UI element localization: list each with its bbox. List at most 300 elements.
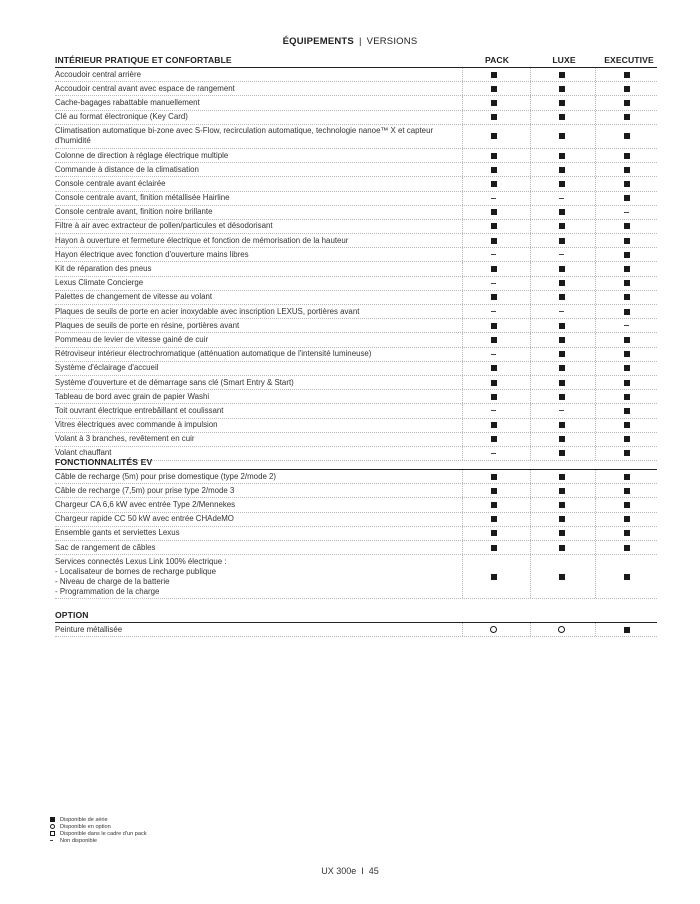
not-available-dash-icon (624, 325, 629, 326)
standard-square-icon (491, 530, 497, 536)
legend-symbol (50, 831, 58, 836)
equipment-row (55, 149, 657, 163)
cell-luxe (530, 234, 592, 247)
legend-text: Disponible dans le cadre d'un pack (60, 830, 147, 837)
cell-luxe (530, 390, 592, 403)
standard-square-icon (624, 394, 630, 400)
cell-executive (595, 206, 657, 219)
cell-pack (462, 333, 524, 346)
equipment-row (55, 623, 657, 637)
standard-square-icon (559, 114, 565, 120)
footer-model: UX 300e (321, 866, 357, 876)
cell-executive (595, 348, 657, 361)
cell-luxe (530, 291, 592, 304)
legend-symbol (50, 824, 58, 829)
cell-executive (595, 376, 657, 389)
equipment-label: Ensemble gants et serviettes Lexus (55, 528, 180, 538)
standard-square-icon (559, 209, 565, 215)
cell-luxe (530, 206, 592, 219)
page-footer (0, 866, 700, 876)
equipment-label: Palettes de changement de vitesse au volant (55, 292, 213, 302)
equipment-row (55, 348, 657, 362)
cell-luxe (530, 111, 592, 124)
standard-square-icon (491, 502, 497, 508)
standard-square-icon (559, 530, 565, 536)
standard-square-icon (491, 114, 497, 120)
equipment-row (55, 433, 657, 447)
equipment-row (55, 291, 657, 305)
section-ev (55, 456, 657, 599)
standard-square-icon (624, 309, 630, 315)
standard-square-icon (491, 488, 497, 494)
cell-luxe (530, 419, 592, 432)
cell-pack (462, 527, 524, 540)
legend-symbol (50, 817, 58, 822)
legend-symbol (50, 840, 58, 841)
cell-luxe (530, 149, 592, 162)
standard-square-icon (559, 516, 565, 522)
standard-square-icon (559, 100, 565, 106)
standard-square-icon (559, 436, 565, 442)
equipment-label: Lexus Climate Concierge (55, 278, 144, 288)
equipment-row (55, 376, 657, 390)
equipment-label: Tableau de bord avec grain de papier Washi (55, 391, 210, 401)
cell-luxe (530, 541, 592, 554)
option-circle-icon (50, 824, 55, 829)
equipment-label: Hayon à ouverture et fermeture électrique et fonction de mémorisation de la hauteur (55, 235, 349, 245)
cell-executive (595, 149, 657, 162)
equipment-label: Peinture métallisée (55, 624, 123, 634)
standard-square-icon (624, 530, 630, 536)
cell-pack (462, 623, 524, 636)
equipment-row (55, 470, 657, 484)
cell-luxe (530, 248, 592, 261)
equipment-label: Accoudoir central arrière (55, 69, 141, 79)
equipment-label: Clé au format électronique (Key Card) (55, 112, 188, 122)
standard-square-icon (559, 223, 565, 229)
standard-square-icon (624, 114, 630, 120)
standard-square-icon (624, 294, 630, 300)
standard-square-icon (491, 380, 497, 386)
cell-pack (462, 541, 524, 554)
cell-pack (462, 419, 524, 432)
standard-square-icon (624, 133, 630, 139)
cell-pack (462, 362, 524, 375)
legend-text: Disponible en option (60, 823, 111, 830)
column-header-luxe: LUXE (552, 55, 576, 65)
standard-square-icon (491, 133, 497, 139)
standard-square-icon (559, 323, 565, 329)
equipment-label: Console centrale avant, finition noire brillante (55, 207, 213, 217)
standard-square-icon (559, 280, 565, 286)
equipment-label: Chargeur CA 6,6 kW avec entrée Type 2/Mennekes (55, 499, 236, 509)
cell-luxe (530, 498, 592, 511)
standard-square-icon (559, 337, 565, 343)
not-available-dash-icon (559, 198, 564, 199)
cell-executive (595, 541, 657, 554)
standard-square-icon (491, 436, 497, 442)
equipment-label: Accoudoir central avant avec espace de rangement (55, 83, 235, 93)
standard-square-icon (624, 72, 630, 78)
cell-executive (595, 623, 657, 636)
cell-executive (595, 498, 657, 511)
cell-pack (462, 220, 524, 233)
cell-executive (595, 96, 657, 109)
equipment-row (55, 111, 657, 125)
standard-square-icon (559, 266, 565, 272)
standard-square-icon (491, 474, 497, 480)
equipment-label: Console centrale avant éclairée (55, 178, 166, 188)
equipment-row (55, 541, 657, 555)
standard-square-icon (559, 380, 565, 386)
standard-square-icon (491, 86, 497, 92)
standard-square-icon (624, 238, 630, 244)
equipment-label: Système d'éclairage d'accueil (55, 363, 159, 373)
cell-pack (462, 498, 524, 511)
standard-square-icon (624, 380, 630, 386)
equipment-row (55, 555, 657, 599)
cell-executive (595, 404, 657, 417)
equipment-row (55, 333, 657, 347)
option-circle-icon (490, 626, 497, 633)
standard-square-icon (624, 86, 630, 92)
cell-luxe (530, 125, 592, 148)
cell-pack (462, 291, 524, 304)
cell-pack (462, 96, 524, 109)
cell-pack (462, 248, 524, 261)
cell-executive (595, 291, 657, 304)
cell-luxe (530, 319, 592, 332)
standard-square-icon (491, 394, 497, 400)
cell-pack (462, 433, 524, 446)
standard-square-icon (624, 351, 630, 357)
standard-square-icon (624, 365, 630, 371)
standard-square-icon (624, 153, 630, 159)
equipment-row (55, 305, 657, 319)
section-header (55, 609, 657, 623)
standard-square-icon (491, 238, 497, 244)
standard-square-icon (624, 223, 630, 229)
cell-executive (595, 177, 657, 190)
standard-square-icon (624, 337, 630, 343)
cell-pack (462, 470, 524, 483)
equipment-row (55, 390, 657, 404)
equipment-label: Câble de recharge (5m) pour prise domestique (type 2/mode 2) (55, 471, 277, 481)
standard-square-icon (559, 474, 565, 480)
standard-square-icon (559, 365, 565, 371)
equipment-row (55, 68, 657, 82)
cell-executive (595, 220, 657, 233)
standard-square-icon (491, 545, 497, 551)
equipment-row (55, 206, 657, 220)
cell-pack (462, 111, 524, 124)
equipment-label: Toit ouvrant électrique entrebâillant et coulissant (55, 405, 224, 415)
cell-pack (462, 376, 524, 389)
equipment-row (55, 248, 657, 262)
cell-luxe (530, 513, 592, 526)
standard-square-icon (491, 153, 497, 159)
equipment-row (55, 262, 657, 276)
standard-square-icon (624, 574, 630, 580)
standard-square-icon (624, 167, 630, 173)
equipment-row (55, 362, 657, 376)
column-header-pack: PACK (484, 55, 510, 65)
not-available-dash-icon (491, 254, 496, 255)
cell-pack (462, 149, 524, 162)
equipment-label: Vitres électriques avec commande à impulsion (55, 420, 218, 430)
cell-executive (595, 362, 657, 375)
standard-square-icon (624, 436, 630, 442)
equipment-row (55, 96, 657, 110)
not-available-dash-icon (491, 311, 496, 312)
cell-luxe (530, 484, 592, 497)
cell-pack (462, 206, 524, 219)
standard-square-icon (624, 100, 630, 106)
standard-square-icon (491, 266, 497, 272)
equipment-row (55, 277, 657, 291)
standard-square-icon (491, 181, 497, 187)
footer-page-number: 45 (368, 866, 379, 876)
equipment-row (55, 163, 657, 177)
cell-pack (462, 305, 524, 318)
cell-pack (462, 262, 524, 275)
not-available-dash-icon (491, 410, 496, 411)
section-header (55, 54, 657, 68)
equipment-label: Console centrale avant, finition métallisée Hairline (55, 193, 230, 203)
equipment-label: Rétroviseur intérieur électrochromatique (atténuation automatique de l'intensité lumineuse) (55, 349, 372, 359)
standard-square-icon (491, 100, 497, 106)
standard-square-icon (624, 474, 630, 480)
cell-pack (462, 177, 524, 190)
equipment-row (55, 220, 657, 234)
standard-square-icon (624, 502, 630, 508)
section-title: INTÉRIEUR PRATIQUE ET CONFORTABLE (55, 55, 232, 65)
cell-pack (462, 513, 524, 526)
standard-square-icon (559, 86, 565, 92)
cell-luxe (530, 277, 592, 290)
equipment-label: Climatisation automatique bi-zone avec S-Flow, recirculation automatique, technologie nanoe™ X et capteur d'humidité (55, 126, 434, 146)
section-title: FONCTIONNALITÉS EV (55, 457, 153, 467)
standard-square-icon (559, 133, 565, 139)
cell-executive (595, 484, 657, 497)
standard-square-icon (624, 266, 630, 272)
cell-luxe (530, 177, 592, 190)
cell-pack (462, 390, 524, 403)
not-available-dash-icon (559, 311, 564, 312)
header-title: ÉQUIPEMENTS (282, 36, 354, 47)
standard-square-icon (559, 394, 565, 400)
equipment-row (55, 498, 657, 512)
cell-executive (595, 319, 657, 332)
not-available-dash-icon (624, 212, 629, 213)
cell-executive (595, 305, 657, 318)
standard-square-icon (559, 574, 565, 580)
equipment-label: Sac de rangement de câbles (55, 542, 156, 552)
equipment-label: Cache-bagages rabattable manuellement (55, 97, 200, 107)
cell-pack (462, 348, 524, 361)
column-header-executive: EXECUTIVE (604, 55, 654, 65)
cell-pack (462, 319, 524, 332)
cell-pack (462, 163, 524, 176)
cell-pack (462, 68, 524, 81)
cell-executive (595, 333, 657, 346)
equipment-label: Filtre à air avec extracteur de pollen/particules et désodorisant (55, 221, 273, 231)
cell-executive (595, 470, 657, 483)
equipment-label: Système d'ouverture et de démarrage sans clé (Smart Entry & Start) (55, 377, 294, 387)
equipment-label: Plaques de seuils de porte en acier inoxydable avec inscription LEXUS, portières avant (55, 306, 360, 316)
cell-executive (595, 555, 657, 598)
standard-square-icon (559, 488, 565, 494)
standard-square-icon (624, 195, 630, 201)
cell-luxe (530, 192, 592, 205)
equipment-label: Commande à distance de la climatisation (55, 164, 199, 174)
equipment-row (55, 419, 657, 433)
standard-square-icon (559, 153, 565, 159)
cell-executive (595, 234, 657, 247)
equipment-row (55, 513, 657, 527)
standard-square-icon (624, 516, 630, 522)
page-header (0, 36, 700, 47)
cell-pack (462, 404, 524, 417)
legend-item (50, 830, 147, 837)
standard-square-icon (559, 72, 565, 78)
cell-luxe (530, 404, 592, 417)
cell-luxe (530, 527, 592, 540)
equipment-label: Hayon électrique avec fonction d'ouverture mains libres (55, 249, 249, 259)
cell-pack (462, 192, 524, 205)
standard-square-icon (624, 422, 630, 428)
cell-executive (595, 248, 657, 261)
standard-square-icon (624, 627, 630, 633)
legend-text: Disponible de série (60, 816, 108, 823)
section-title: OPTION (55, 610, 89, 620)
legend (50, 816, 147, 844)
legend-item (50, 816, 147, 823)
cell-pack (462, 484, 524, 497)
standard-square-icon (491, 209, 497, 215)
standard-square-icon (491, 422, 497, 428)
cell-executive (595, 192, 657, 205)
standard-square-icon (491, 323, 497, 329)
cell-executive (595, 433, 657, 446)
cell-executive (595, 419, 657, 432)
cell-luxe (530, 333, 592, 346)
equipment-row (55, 234, 657, 248)
standard-square-icon (624, 488, 630, 494)
not-available-dash-icon (491, 354, 496, 355)
standard-square-icon (491, 294, 497, 300)
equipment-label: Volant chauffant (55, 448, 112, 458)
equipment-label: Pommeau de levier de vitesse gainé de cuir (55, 334, 209, 344)
cell-executive (595, 513, 657, 526)
cell-executive (595, 125, 657, 148)
cell-luxe (530, 82, 592, 95)
equipment-label: Kit de réparation des pneus (55, 264, 152, 274)
cell-luxe (530, 362, 592, 375)
standard-square-icon (491, 365, 497, 371)
standard-square-icon (50, 817, 55, 822)
cell-pack (462, 555, 524, 598)
legend-item (50, 837, 147, 844)
option-circle-icon (558, 626, 565, 633)
cell-executive (595, 82, 657, 95)
cell-luxe (530, 96, 592, 109)
cell-executive (595, 111, 657, 124)
not-available-dash-icon (491, 453, 496, 454)
cell-pack (462, 234, 524, 247)
cell-executive (595, 527, 657, 540)
equipment-label: Services connectés Lexus Link 100% électrique : - Localisateur de bornes de recharge publique - Niveau de charge de la batterie - Programmation de la charge (55, 556, 227, 596)
footer-separator: I (361, 866, 364, 876)
standard-square-icon (491, 337, 497, 343)
section-option (55, 609, 657, 637)
equipment-row (55, 319, 657, 333)
cell-executive (595, 262, 657, 275)
equipment-label: Plaques de seuils de porte en résine, portières avant (55, 320, 240, 330)
equipment-row (55, 82, 657, 96)
cell-executive (595, 277, 657, 290)
equipment-label: Colonne de direction à réglage électrique multiple (55, 150, 229, 160)
standard-square-icon (624, 181, 630, 187)
cell-luxe (530, 376, 592, 389)
not-available-dash-icon (491, 283, 496, 284)
equipment-row (55, 192, 657, 206)
header-subtitle: VERSIONS (366, 36, 418, 47)
section-interior (55, 54, 657, 461)
cell-luxe (530, 68, 592, 81)
standard-square-icon (491, 72, 497, 78)
cell-luxe (530, 470, 592, 483)
equipment-row (55, 527, 657, 541)
standard-square-icon (559, 351, 565, 357)
equipment-label: Câble de recharge (7,5m) pour prise type 2/mode 3 (55, 485, 235, 495)
not-available-dash-icon (559, 254, 564, 255)
not-available-dash-icon (491, 198, 496, 199)
standard-square-icon (624, 545, 630, 551)
standard-square-icon (491, 223, 497, 229)
legend-text: Non disponible (60, 837, 98, 844)
standard-square-icon (559, 545, 565, 551)
cell-luxe (530, 305, 592, 318)
equipment-label: Chargeur rapide CC 50 kW avec entrée CHAdeMO (55, 514, 234, 524)
not-available-dash-icon (559, 410, 564, 411)
standard-square-icon (491, 167, 497, 173)
standard-square-icon (624, 280, 630, 286)
standard-square-icon (624, 408, 630, 414)
standard-square-icon (624, 252, 630, 258)
equipment-row (55, 404, 657, 418)
standard-square-icon (559, 181, 565, 187)
standard-square-icon (491, 516, 497, 522)
equipment-row (55, 177, 657, 191)
cell-executive (595, 68, 657, 81)
cell-luxe (530, 262, 592, 275)
pack-square-outline-icon (50, 831, 55, 836)
standard-square-icon (559, 294, 565, 300)
legend-item (50, 823, 147, 830)
cell-luxe (530, 163, 592, 176)
standard-square-icon (559, 502, 565, 508)
cell-luxe (530, 348, 592, 361)
cell-pack (462, 277, 524, 290)
standard-square-icon (559, 167, 565, 173)
standard-square-icon (559, 238, 565, 244)
cell-luxe (530, 220, 592, 233)
cell-pack (462, 125, 524, 148)
cell-executive (595, 163, 657, 176)
cell-luxe (530, 555, 592, 598)
standard-square-icon (559, 422, 565, 428)
